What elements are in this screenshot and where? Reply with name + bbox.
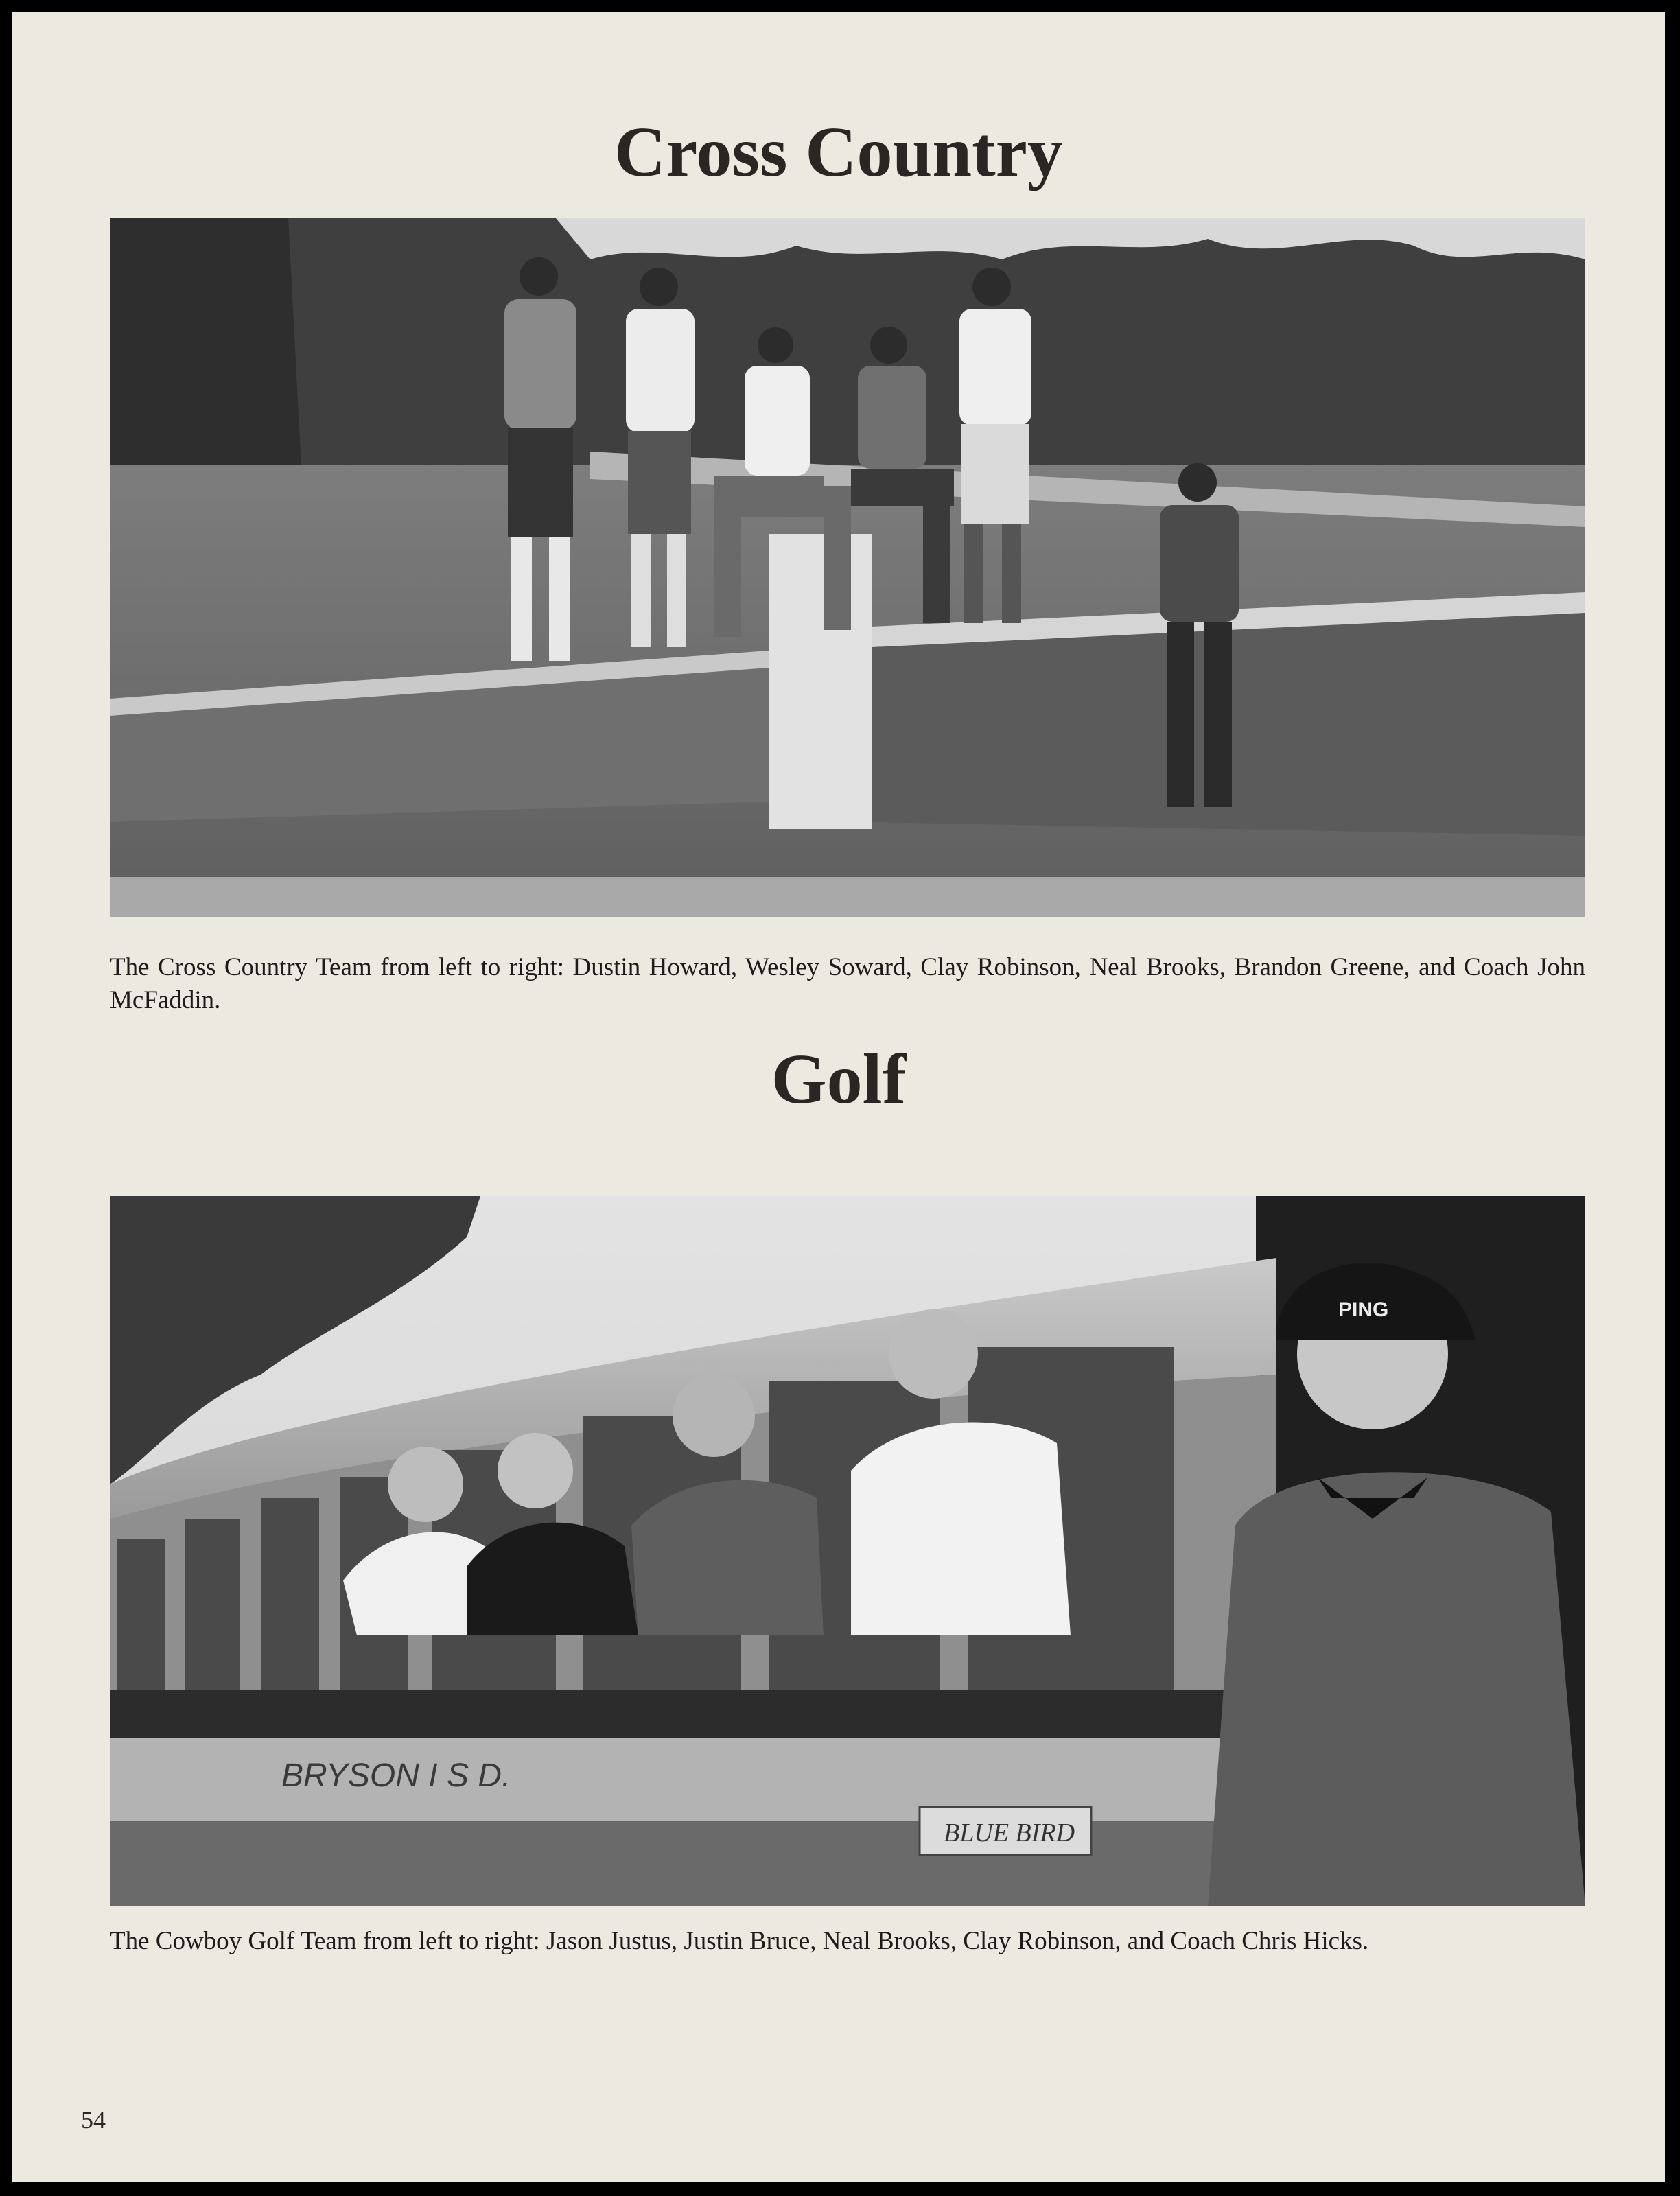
golf-photo-art: [110, 1196, 1585, 1906]
cross-country-team-photo: [110, 218, 1585, 917]
golf-team-photo: [110, 1196, 1585, 1906]
golf-heading: Golf: [771, 1040, 907, 1119]
cap-logo: PING: [1338, 1298, 1389, 1321]
golf-caption: The Cowboy Golf Team from left to right: Jason Justus, Justin Bruce, Neal Brooks, Clay Robinson, and Coach Chris Hicks.: [110, 1927, 1369, 1955]
cross-country-caption: The Cross Country Team from left to right: Dustin Howard, Wesley Soward, Clay Robinson, Neal Brooks, Brandon Greene, and Coach John McFaddin.: [110, 953, 1585, 1014]
bus-lettering: BRYSON I S D.: [281, 1757, 511, 1794]
cross-country-photo-art: [110, 218, 1585, 917]
bus-badge-text: BLUE BIRD: [944, 1819, 1075, 1847]
yearbook-page: [12, 12, 1665, 2182]
page-number: 54: [81, 2106, 106, 2134]
cross-country-heading: Cross Country: [614, 113, 1063, 191]
